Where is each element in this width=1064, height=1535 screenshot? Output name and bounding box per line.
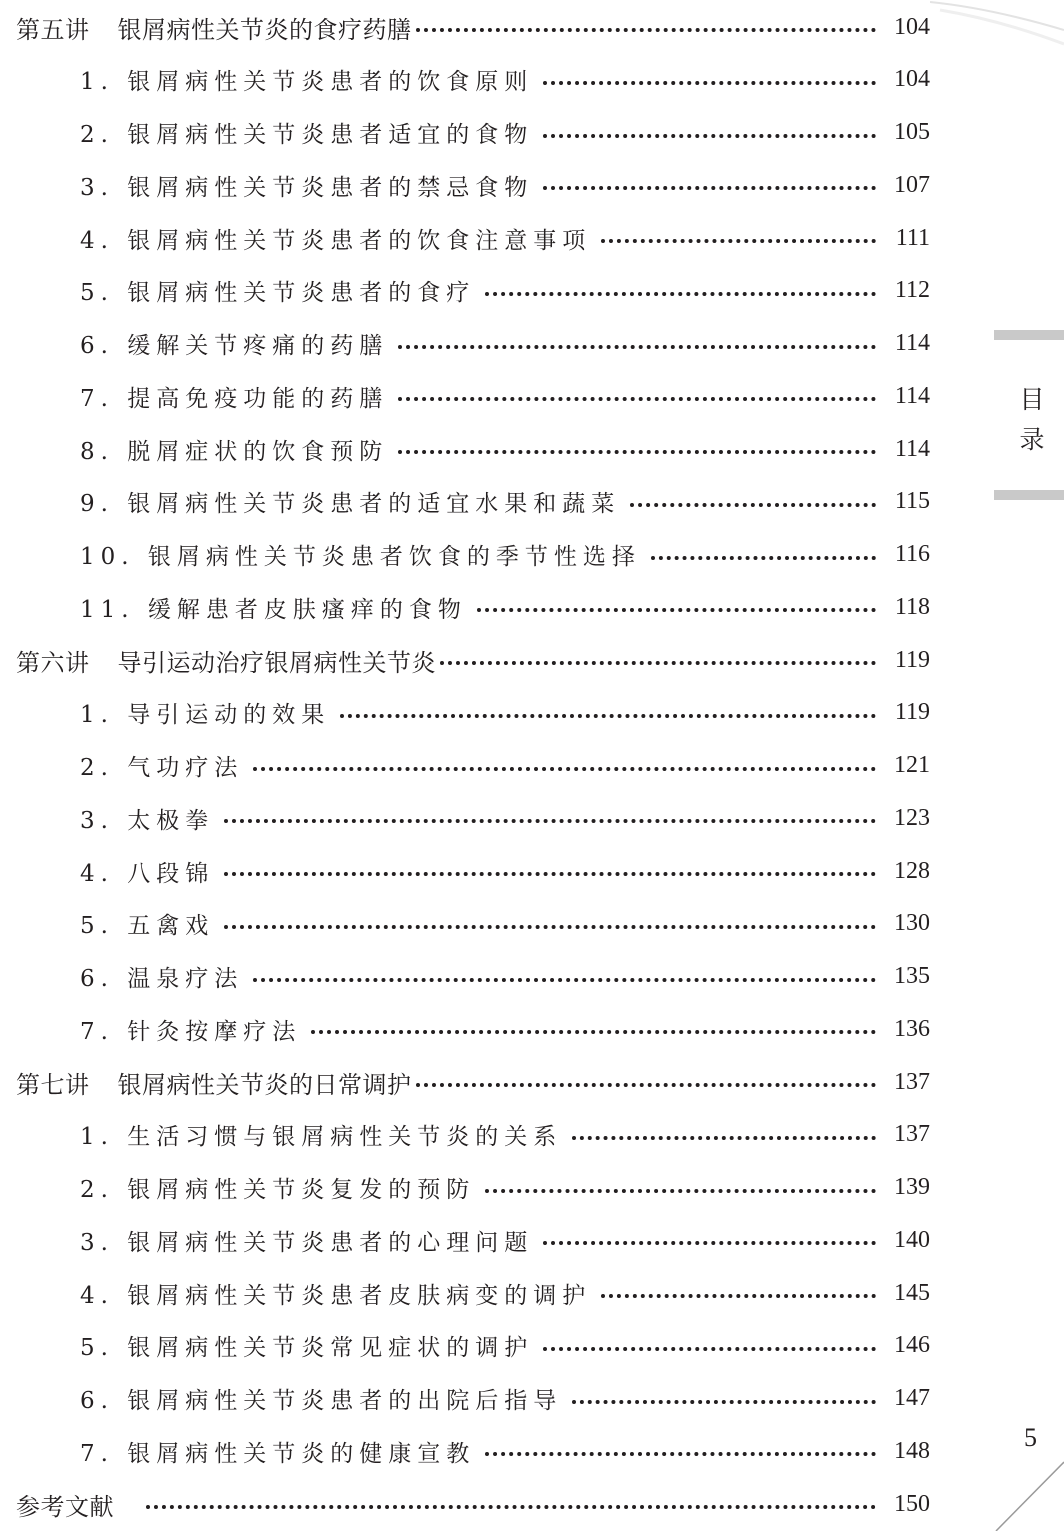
section-title: 4. 银屑病性关节炎患者的饮食注意事项 <box>80 227 592 254</box>
dot-leader <box>340 714 876 718</box>
toc-section[interactable] <box>80 1168 930 1208</box>
dot-leader <box>572 1136 876 1140</box>
section-title: 8. 脱屑症状的饮食预防 <box>80 438 389 465</box>
page-corner-line <box>990 1440 1064 1531</box>
section-title: 2. 气功疗法 <box>80 755 244 781</box>
dot-leader <box>543 81 876 85</box>
section-title: 1. 生活习惯与银屑病性关节炎的关系 <box>80 1124 563 1151</box>
section-title: 7. 提高免疫功能的药膳 <box>80 385 389 412</box>
page-ref: 137 <box>894 1121 930 1148</box>
page-ref: 123 <box>894 804 930 831</box>
dot-leader <box>398 345 876 349</box>
page-ref: 105 <box>894 119 930 145</box>
page-ref: 114 <box>894 330 930 356</box>
page-ref: 119 <box>894 646 930 673</box>
toc-section[interactable] <box>80 1220 930 1260</box>
section-title: 6. 银屑病性关节炎患者的出院后指导 <box>80 1388 563 1414</box>
section-title: 3. 太极拳 <box>80 807 215 834</box>
side-tab-bar-top <box>994 330 1064 340</box>
page-ref: 116 <box>894 541 930 567</box>
page-ref: 112 <box>894 277 930 304</box>
dot-leader <box>224 872 876 876</box>
page-ref: 140 <box>894 1226 930 1253</box>
page-ref: 104 <box>894 66 930 93</box>
dot-leader <box>224 925 876 929</box>
section-title: 5. 银屑病性关节炎患者的食疗 <box>80 280 476 307</box>
page-ref: 119 <box>894 699 930 726</box>
dot-leader <box>543 186 876 190</box>
section-title: 5. 五禽戏 <box>80 913 215 940</box>
section-title: 3. 银屑病性关节炎患者的心理问题 <box>80 1229 534 1256</box>
page-ref: 137 <box>894 1068 930 1095</box>
toc-section[interactable] <box>80 60 930 100</box>
dot-leader <box>224 819 876 823</box>
toc-section[interactable] <box>80 271 930 311</box>
side-tab-bar-bottom <box>994 490 1064 500</box>
dot-leader <box>601 239 876 243</box>
dot-leader <box>572 1400 876 1404</box>
dot-leader <box>398 397 876 401</box>
page-ref: 146 <box>894 1332 930 1359</box>
dot-leader <box>440 661 876 665</box>
toc-chapter[interactable] <box>16 640 930 680</box>
toc-section[interactable] <box>80 218 930 258</box>
page-ref: 118 <box>894 593 930 620</box>
side-section-title: 目录 <box>1019 385 1045 454</box>
section-title: 11. 缓解患者皮肤瘙痒的食物 <box>80 596 467 623</box>
dot-leader <box>398 450 876 454</box>
dot-leader <box>146 1505 876 1509</box>
page-ref: 147 <box>894 1385 930 1411</box>
toc-section[interactable] <box>80 1273 930 1313</box>
toc-section[interactable] <box>80 957 930 997</box>
dot-leader <box>543 1347 876 1351</box>
page-edge-mark <box>930 0 1064 50</box>
page-ref: 114 <box>894 382 930 409</box>
toc-section[interactable] <box>80 587 930 627</box>
toc-section[interactable] <box>80 324 930 364</box>
chapter-number: 第七讲 <box>16 1070 90 1099</box>
dot-leader <box>543 1241 876 1245</box>
page-ref: 121 <box>894 752 930 778</box>
section-title: 1. 银屑病性关节炎患者的饮食原则 <box>80 69 534 96</box>
dot-leader <box>543 134 876 138</box>
section-title: 7. 银屑病性关节炎的健康宣教 <box>80 1440 476 1467</box>
page-ref: 115 <box>894 488 930 515</box>
dot-leader <box>651 556 876 560</box>
dot-leader <box>253 978 876 982</box>
dot-leader <box>416 28 877 32</box>
dot-leader <box>485 292 876 296</box>
page-ref: 130 <box>894 910 930 937</box>
toc-section[interactable] <box>80 1431 930 1471</box>
toc-section[interactable] <box>80 482 930 522</box>
page-ref: 111 <box>895 224 930 251</box>
page-ref: 148 <box>894 1437 930 1464</box>
section-title: 5. 银屑病性关节炎常见症状的调护 <box>80 1335 534 1362</box>
page-number: 5 <box>1024 1423 1037 1452</box>
dot-leader <box>253 767 876 771</box>
toc-section[interactable] <box>80 429 930 469</box>
section-title: 1. 导引运动的效果 <box>80 702 331 729</box>
section-title: 10. 银屑病性关节炎患者饮食的季节性选择 <box>80 544 641 570</box>
toc-chapter[interactable] <box>16 1062 930 1102</box>
toc-section[interactable] <box>80 535 930 575</box>
dot-leader <box>416 1083 877 1087</box>
toc-section[interactable] <box>80 113 930 153</box>
chapter-title: 银屑病性关节炎的日常调护 <box>117 1070 412 1099</box>
chapter-title: 银屑病性关节炎的食疗药膳 <box>117 15 412 44</box>
dot-leader <box>477 608 876 612</box>
toc-section[interactable] <box>80 904 930 944</box>
page-ref: 150 <box>894 1490 930 1517</box>
section-title: 3. 银屑病性关节炎患者的禁忌食物 <box>80 174 534 201</box>
toc-section[interactable] <box>80 1379 930 1419</box>
toc-section[interactable] <box>80 1115 930 1155</box>
section-title: 2. 银屑病性关节炎复发的预防 <box>80 1177 476 1203</box>
dot-leader <box>601 1294 876 1298</box>
dot-leader <box>485 1452 876 1456</box>
dot-leader <box>311 1030 876 1034</box>
toc-section[interactable] <box>80 798 930 838</box>
toc-section[interactable] <box>80 1009 930 1049</box>
page-ref: 107 <box>894 171 930 198</box>
toc-chapter[interactable] <box>16 1484 930 1524</box>
toc-chapter[interactable] <box>16 7 930 47</box>
section-title: 4. 银屑病性关节炎患者皮肤病变的调护 <box>80 1282 592 1309</box>
section-title: 9. 银屑病性关节炎患者的适宜水果和蔬菜 <box>80 491 621 518</box>
page-ref: 145 <box>894 1279 930 1306</box>
toc-section[interactable] <box>80 851 930 891</box>
toc-section[interactable] <box>80 1326 930 1366</box>
page-ref: 139 <box>894 1174 930 1200</box>
page-ref: 104 <box>894 13 930 40</box>
page-ref: 114 <box>894 435 930 462</box>
section-title: 2. 银屑病性关节炎患者适宜的食物 <box>80 122 534 148</box>
chapter-number: 参考文献 <box>16 1492 114 1521</box>
section-title: 6. 缓解关节疼痛的药膳 <box>80 333 389 359</box>
chapter-title: 导引运动治疗银屑病性关节炎 <box>117 648 436 677</box>
section-title: 7. 针灸按摩疗法 <box>80 1018 302 1045</box>
section-title: 6. 温泉疗法 <box>80 966 244 992</box>
toc-section[interactable] <box>80 376 930 416</box>
page-ref: 135 <box>894 963 930 989</box>
toc-section[interactable] <box>80 693 930 733</box>
toc-section[interactable] <box>80 165 930 205</box>
page-ref: 128 <box>894 857 930 884</box>
dot-leader <box>630 503 876 507</box>
section-title: 4. 八段锦 <box>80 860 215 887</box>
chapter-number: 第五讲 <box>16 15 90 44</box>
chapter-number: 第六讲 <box>16 648 90 677</box>
toc-section[interactable] <box>80 746 930 786</box>
page-ref: 136 <box>894 1015 930 1042</box>
dot-leader <box>485 1189 876 1193</box>
